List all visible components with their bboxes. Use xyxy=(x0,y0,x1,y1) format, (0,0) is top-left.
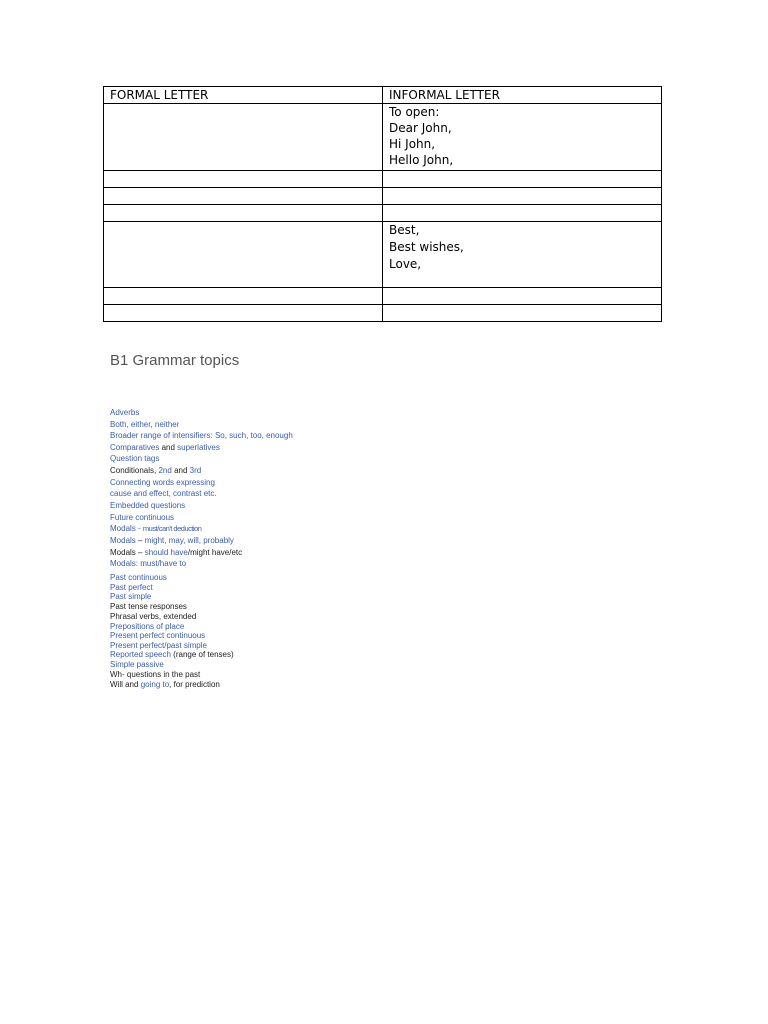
grammar-topic-item[interactable] xyxy=(110,420,179,430)
grammar-topic-item[interactable] xyxy=(110,431,293,441)
table-cell-informal xyxy=(383,222,662,288)
topic-text: – xyxy=(135,536,145,545)
grammar-topic-item[interactable] xyxy=(110,559,186,569)
topic-link[interactable]: Adverbs xyxy=(110,408,140,417)
topic-text: Phrasal verbs, extended xyxy=(110,612,197,621)
topic-text: , for prediction xyxy=(169,679,220,689)
topic-text: and xyxy=(159,442,178,452)
cell-text-line: Hi John, xyxy=(389,137,436,151)
grammar-topic-item[interactable] xyxy=(110,660,164,670)
table-cell-informal xyxy=(383,104,662,171)
table-cell-informal xyxy=(383,288,662,305)
topic-link[interactable]: Question tags xyxy=(110,454,160,463)
topic-link[interactable]: Modals: must/have to xyxy=(110,559,187,568)
table-cell-formal xyxy=(104,104,383,171)
table-cell-formal xyxy=(104,205,383,222)
table-cell-formal xyxy=(104,288,383,305)
grammar-topic-item[interactable] xyxy=(110,622,184,632)
topic-link[interactable]: Comparatives xyxy=(110,442,160,452)
section-title: B1 Grammar topics xyxy=(110,352,240,369)
table-row xyxy=(104,305,662,322)
header-formal-letter: FORMAL LETTER xyxy=(104,87,383,104)
topic-link[interactable]: going to xyxy=(140,679,170,689)
grammar-topic-item[interactable] xyxy=(110,548,242,558)
topic-link[interactable]: 2nd xyxy=(158,466,172,475)
cell-text-line: Best wishes, xyxy=(389,240,464,254)
topic-link[interactable]: superlatives xyxy=(177,442,220,452)
topic-text: Modals xyxy=(110,547,136,557)
topic-text: (range of tenses) xyxy=(170,650,234,659)
topic-link[interactable]: Modals - xyxy=(110,524,143,533)
table-row xyxy=(104,188,662,205)
topic-text: Past tense responses xyxy=(110,602,187,611)
grammar-topic-item[interactable] xyxy=(110,602,187,612)
table-row xyxy=(104,288,662,305)
table-cell-informal xyxy=(383,188,662,205)
topic-link[interactable]: Past simple xyxy=(110,592,152,601)
grammar-topic-item[interactable] xyxy=(110,513,174,523)
grammar-topic-item[interactable] xyxy=(110,408,139,418)
topic-link[interactable]: should have xyxy=(144,547,188,557)
grammar-topic-item[interactable] xyxy=(110,478,215,488)
topic-text: – xyxy=(135,547,145,557)
topic-link[interactable]: Modals xyxy=(110,536,136,545)
grammar-topic-item[interactable] xyxy=(110,680,220,690)
grammar-topic-item[interactable] xyxy=(110,612,196,622)
grammar-topic-item[interactable] xyxy=(110,536,234,546)
topic-link[interactable]: Past continuous xyxy=(110,573,167,582)
topic-link[interactable]: Present perfect continuous xyxy=(110,631,206,640)
grammar-topic-item[interactable] xyxy=(110,454,159,464)
table-row xyxy=(104,205,662,222)
topic-link[interactable]: must/can't deduction xyxy=(142,524,202,533)
table-cell-formal xyxy=(104,222,383,288)
grammar-topic-item[interactable] xyxy=(110,650,234,660)
table-cell-informal xyxy=(383,171,662,188)
topic-link[interactable]: 3rd xyxy=(189,466,202,475)
topic-link[interactable]: Reported speech xyxy=(110,650,171,659)
grammar-topic-item[interactable] xyxy=(110,583,153,593)
grammar-topic-item[interactable] xyxy=(110,466,201,476)
topic-link[interactable]: Past perfect xyxy=(110,582,153,592)
cell-text-line: To open: xyxy=(389,105,440,119)
grammar-topic-item[interactable] xyxy=(110,524,201,534)
grammar-topic-item[interactable] xyxy=(110,573,167,583)
topic-link[interactable]: Future continuous xyxy=(110,512,175,522)
topic-link[interactable]: Both, either, neither xyxy=(110,419,180,429)
topic-link[interactable]: Connecting words expressing xyxy=(110,477,215,487)
table-row xyxy=(104,171,662,188)
letter-comparison-table xyxy=(103,86,662,322)
topic-text: Conditionals, xyxy=(110,466,159,475)
topic-text: Wh- questions in the past xyxy=(110,669,201,679)
grammar-topic-item[interactable] xyxy=(110,592,151,602)
grammar-topic-item[interactable] xyxy=(110,631,205,641)
topic-link[interactable]: Simple passive xyxy=(110,659,164,669)
table-cell-formal xyxy=(104,171,383,188)
table-cell-informal xyxy=(383,305,662,322)
table-row xyxy=(104,104,662,171)
topic-link[interactable]: cause and effect, contrast etc. xyxy=(110,489,217,498)
cell-text-line: Best, xyxy=(389,223,420,237)
topic-link[interactable]: Prepositions of place xyxy=(110,621,185,631)
grammar-topic-item[interactable] xyxy=(110,443,220,453)
grammar-topic-item[interactable] xyxy=(110,501,185,511)
header-informal-letter: INFORMAL LETTER xyxy=(383,87,662,104)
topic-text: /might have/etc xyxy=(187,547,243,557)
topic-link[interactable]: Embedded questions xyxy=(110,500,186,510)
table-cell-formal xyxy=(104,305,383,322)
topic-link[interactable]: Broader range of intensifiers: So, such, too, enough xyxy=(110,431,293,440)
table-body xyxy=(104,87,662,322)
cell-text-line: Dear John, xyxy=(389,121,452,135)
table-cell-informal xyxy=(383,205,662,222)
table-cell-formal xyxy=(104,188,383,205)
cell-text-line: Hello John, xyxy=(389,153,454,167)
grammar-topic-item[interactable] xyxy=(110,641,207,651)
topic-text: Will and xyxy=(110,679,141,689)
grammar-topic-item[interactable] xyxy=(110,489,217,499)
topic-link[interactable]: might, may, will, probably xyxy=(144,536,234,545)
cell-text-line: Love, xyxy=(389,257,422,271)
grammar-topic-item[interactable] xyxy=(110,670,200,680)
table-header-row xyxy=(104,87,662,104)
topic-link[interactable]: Present perfect/past simple xyxy=(110,640,207,650)
topic-text: and xyxy=(171,466,190,475)
table-row xyxy=(104,222,662,288)
